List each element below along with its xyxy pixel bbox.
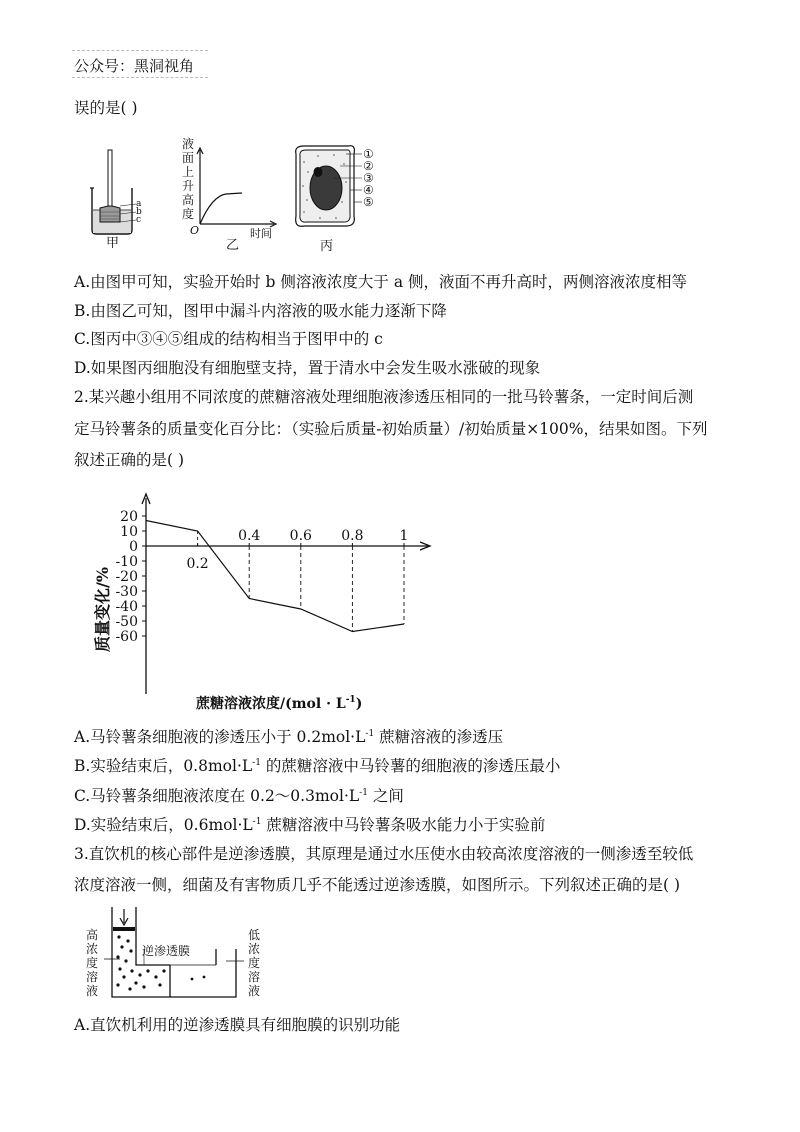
svg-text:液面上升高度: 液面上升高度 — [182, 137, 195, 221]
chart-axes — [142, 494, 430, 694]
q2-option-b: B.实验结束后，$0.8mol\cdot L^{-1}$ 的蔗糖溶液中马铃薯的细胞液的渗透压最小 — [74, 757, 561, 775]
figure-yi — [178, 136, 278, 252]
x-tick-label: 0.2 — [186, 556, 209, 572]
jia-caption: 甲 — [106, 236, 120, 248]
yi-caption: 乙 — [226, 238, 240, 252]
chart-ylabel — [93, 567, 112, 652]
yi-ylabel — [182, 136, 194, 221]
y-tick-label: 20 — [120, 509, 138, 525]
right-label-char: 浓 — [248, 942, 261, 956]
q1-option-a: A.由图甲可知，实验开始时 b 侧溶液浓度大于 a 侧，液面不再升高时，两侧溶液浓度相等 — [74, 273, 687, 291]
figure-bing — [290, 142, 380, 254]
reverse-osmosis-figure — [84, 905, 264, 1005]
right-label-char: 溶 — [248, 970, 261, 984]
q2-stem-line-3: 叙述正确的是( ) — [74, 451, 185, 469]
jia-label-b: b — [136, 207, 142, 217]
left-label-char: 高 — [86, 928, 99, 942]
x-tick-label: 0.4 — [238, 528, 261, 544]
y-tick-label: -60 — [115, 629, 138, 645]
x-tick-label: 0.6 — [289, 528, 312, 544]
x-tick-label: 1 — [399, 528, 409, 544]
y-tick-label: -30 — [115, 584, 138, 600]
left-label-char: 度 — [86, 956, 99, 970]
bing-label-4: ④ — [363, 183, 374, 197]
right-label-char: 低 — [248, 928, 261, 942]
q3-option-a: A.直饮机利用的逆渗透膜具有细胞膜的识别功能 — [74, 1016, 401, 1034]
jia-label-c: c — [136, 215, 142, 225]
y-tick-label: -10 — [115, 554, 138, 570]
yi-xlabel: 时间 — [250, 227, 272, 240]
jia-label-a: a — [136, 199, 142, 209]
bing-label-5: ⑤ — [363, 195, 374, 209]
y-tick-label: 10 — [120, 524, 138, 540]
q2-stem-line-2: 定马铃薯条的质量变化百分比：（实验后质量-初始质量）/初始质量×100%，结果如图。下列 — [74, 420, 708, 438]
q2-option-a: A.马铃薯条细胞液的渗透压小于 $0.2mol\cdot L^{-1}$ 蔗糖溶液的渗透压 — [74, 728, 504, 746]
bing-label-1: ① — [363, 147, 374, 161]
q1-option-d: D.如果图丙细胞没有细胞壁支持，置于清水中会发生吸水涨破的现象 — [74, 359, 541, 377]
q2-option-c: C.马铃薯条细胞液浓度在 $0.2\sim 0.3mol\cdot L^{-1}$ 之间 — [74, 787, 404, 805]
left-label-char: 溶 — [86, 970, 99, 984]
chart-ylabel-text: 质量变化/% — [93, 566, 112, 652]
q3-stem-line-2: 浓度溶液一侧，细菌及有害物质几乎不能透过逆渗透膜，如图所示。下列叙述正确的是( ) — [74, 876, 681, 894]
left-label-char: 浓 — [86, 942, 99, 956]
bing-caption: 丙 — [320, 239, 334, 254]
y-tick-label: -40 — [115, 599, 138, 615]
chart-xlabel: 蔗糖溶液浓度$/(mol \cdot L^{-1})$ — [196, 695, 363, 712]
membrane-label: 逆渗透膜 — [142, 944, 191, 958]
q2-stem-line-1: 2.某兴趣小组用不同浓度的蔗糖溶液处理细胞液渗透压相同的一批马铃薯条，一定时间后测 — [74, 388, 694, 406]
question-1-stem-tail: 误的是( ) — [74, 99, 138, 117]
q1-option-c: C.图丙中③④⑤组成的结构相当于图甲中的 c — [74, 330, 383, 348]
y-tick-label: -20 — [115, 569, 138, 585]
yi-origin: O — [190, 224, 200, 237]
q1-option-b: B.由图乙可知，图甲中漏斗内溶液的吸水能力逐渐下降 — [74, 302, 447, 320]
figure-jia — [86, 148, 146, 248]
q3-stem-line-1: 3.直饮机的核心部件是逆渗透膜，其原理是通过水压使水由较高浓度溶液的一侧渗透至较低 — [74, 845, 694, 863]
mass-change-chart — [78, 482, 450, 718]
series-line — [146, 521, 404, 632]
y-tick-label: 0 — [129, 539, 138, 555]
header-watermark: 公众号：黑洞视角 — [74, 57, 195, 75]
right-label-char: 度 — [248, 956, 261, 970]
q2-option-d: D.实验结束后，$0.6mol\cdot L^{-1}$ 蔗糖溶液中马铃薯条吸水能力小于实验前 — [74, 816, 546, 834]
bing-label-2: ② — [363, 159, 374, 173]
x-tick-label: 0.8 — [341, 528, 364, 544]
right-label-char: 液 — [248, 984, 261, 998]
bing-label-3: ③ — [363, 171, 374, 185]
left-label-char: 液 — [86, 984, 99, 998]
y-tick-label: -50 — [115, 614, 138, 630]
